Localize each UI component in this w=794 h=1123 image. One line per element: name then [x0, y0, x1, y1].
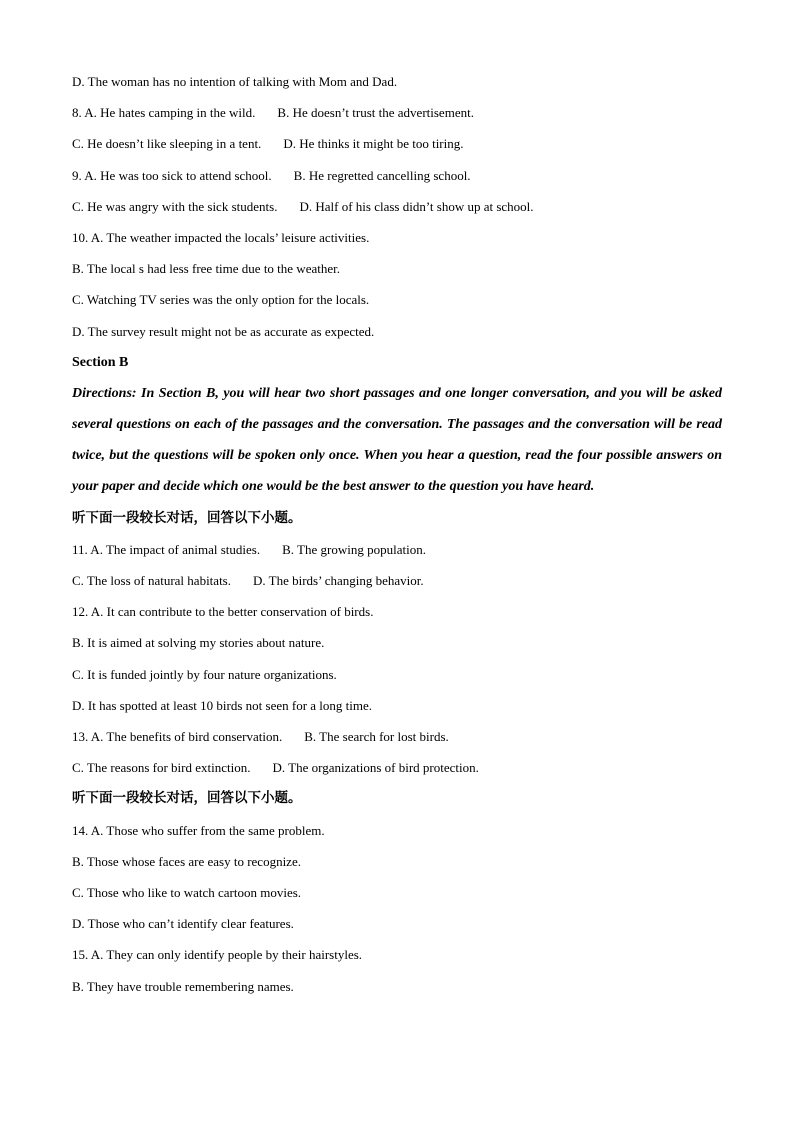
exam-page [72, 66, 722, 1002]
dialogue-heading: 听下面一段较长对话，回答以下小题。 [72, 790, 302, 807]
answer-line [72, 128, 722, 159]
answer-line: B. They have trouble remembering names. [72, 978, 294, 994]
answer-option: D. The organizations of bird protection. [272, 760, 479, 776]
answer-option: 13. A. The benefits of bird conservation. [72, 729, 283, 744]
answer-option: D. Half of his class didn’t show up at school. [299, 198, 534, 214]
answer-line: C. Those who like to watch cartoon movies. [72, 884, 302, 900]
answer-line: C. It is funded jointly by four nature organizations. [72, 666, 337, 682]
answer-line [72, 721, 722, 752]
answer-line: D. The woman has no intention of talking with Mom and Dad. [72, 74, 398, 89]
answer-option: B. He doesn’t trust the advertisement. [277, 105, 474, 121]
answer-line: D. It has spotted at least 10 birds not seen for a long time. [72, 697, 373, 713]
answer-option: C. The reasons for bird extinction. [72, 760, 251, 776]
answer-line: D. Those who can’t identify clear features. [72, 916, 294, 932]
answer-option: C. The loss of natural habitats. [72, 573, 231, 589]
answer-option: B. The search for lost birds. [304, 729, 449, 744]
answer-option: C. He doesn’t like sleeping in a tent. [72, 136, 262, 152]
answer-line [72, 97, 722, 128]
answer-option: B. The growing population. [282, 541, 426, 557]
answer-option: 9. A. He was too sick to attend school. [72, 167, 272, 183]
answer-line [72, 160, 722, 191]
section-title: Section B [72, 354, 129, 370]
answer-line: 14. A. Those who suffer from the same problem. [72, 822, 325, 838]
answer-option: B. He regretted cancelling school. [293, 167, 471, 183]
section-directions: Directions: In Section B, you will hear two short passages and one longer conversation, and you will be asked several questions on each of the passages and the conversation. The passages and the conversation will be read twice, but the questions will be spoken only once. When you hear a question, read the four possible answers on your paper and decide which one would be the best answer to the question you have heard. [72, 385, 722, 495]
answer-line: 10. A. The weather impacted the locals’ leisure activities. [72, 229, 370, 245]
answer-line: B. Those whose faces are easy to recognize. [72, 853, 301, 869]
answer-line: 12. A. It can contribute to the better conservation of birds. [72, 604, 374, 620]
answer-option: 11. A. The impact of animal studies. [72, 541, 261, 557]
answer-option: D. He thinks it might be too tiring. [283, 136, 464, 152]
answer-line [72, 534, 722, 565]
answer-option: 8. A. He hates camping in the wild. [72, 105, 256, 121]
answer-line [72, 752, 722, 783]
answer-line [72, 191, 722, 222]
answer-option: C. He was angry with the sick students. [72, 198, 278, 214]
answer-line: C. Watching TV series was the only option for the locals. [72, 292, 370, 308]
answer-line: D. The survey result might not be as accurate as expected. [72, 323, 375, 339]
answer-line [72, 565, 722, 596]
answer-line: 15. A. They can only identify people by their hairstyles. [72, 947, 363, 963]
dialogue-heading: 听下面一段较长对话，回答以下小题。 [72, 509, 302, 526]
answer-line: B. It is aimed at solving my stories about nature. [72, 635, 325, 651]
answer-option: D. The birds’ changing behavior. [252, 573, 424, 589]
answer-line: B. The local s had less free time due to the weather. [72, 261, 340, 277]
